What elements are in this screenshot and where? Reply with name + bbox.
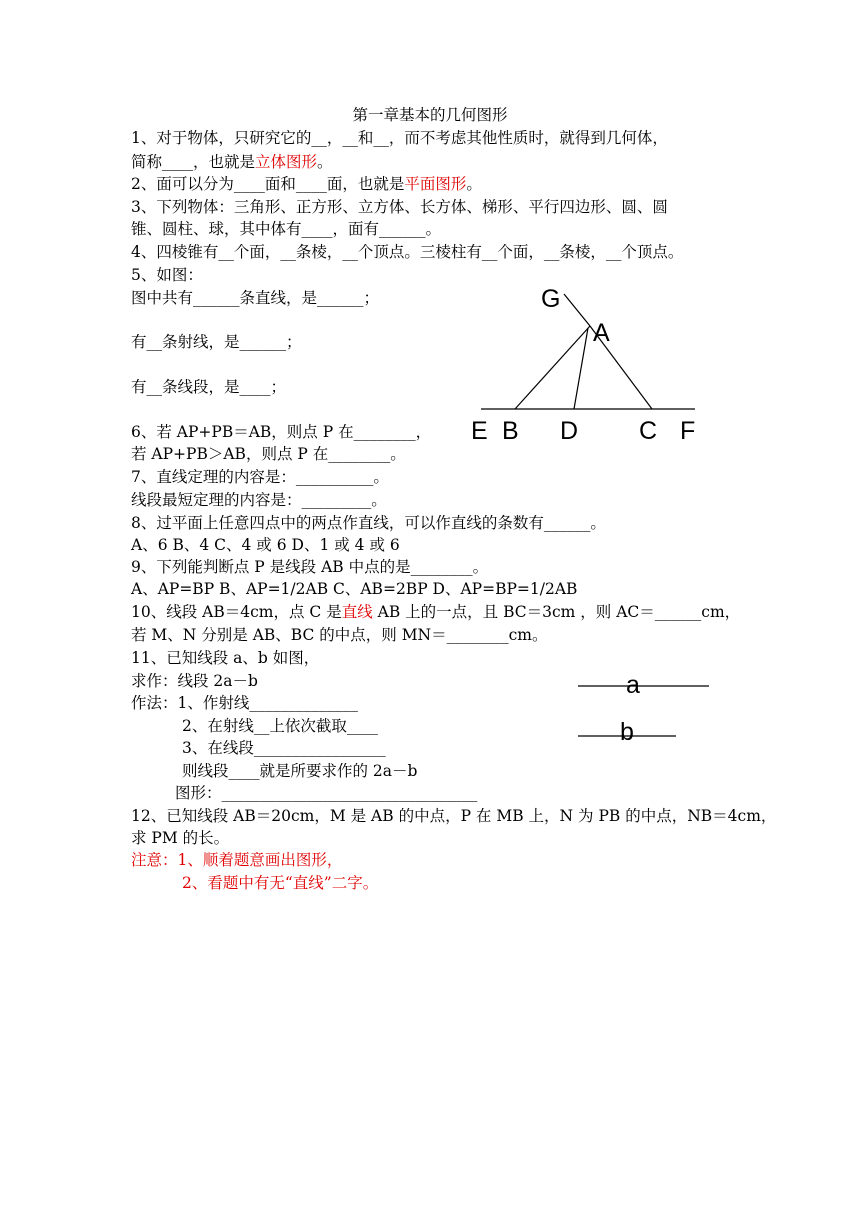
page-title: 第一章基本的几何图形 xyxy=(352,106,508,124)
geometry-figure xyxy=(460,280,720,450)
q5-rays: 有__条射线，是______； xyxy=(131,333,302,351)
q12-line2: 求 PM 的长。 xyxy=(131,829,230,847)
q10-highlight: 直线 xyxy=(341,603,373,621)
q11-task: 求作：线段 2a－b xyxy=(131,672,258,690)
q5-head: 5、如图： xyxy=(131,266,203,284)
q1-line2 xyxy=(131,151,333,173)
q10-line1 xyxy=(131,601,740,623)
q2-line xyxy=(131,173,482,195)
q2-highlight: 平面图形 xyxy=(404,175,467,193)
q11-step2: 2、在射线__上依次截取____ xyxy=(182,717,378,735)
note-line1: 注意：1、顺着题意画出图形， xyxy=(131,851,343,869)
q5-lines: 图中共有______条直线，是______； xyxy=(131,289,380,307)
q1-highlight: 立体图形 xyxy=(255,153,318,171)
q6-line1: 6、若 AP+PB＝AB，则点 P 在________， xyxy=(131,423,432,441)
q11-figure-line: 图形：_________________________________ xyxy=(175,784,478,802)
note-line2: 2、看题中有无“直线”二字。 xyxy=(182,874,379,892)
q7-line2: 线段最短定理的内容是：_________。 xyxy=(131,491,387,509)
q8-question: 8、过平面上任意四点中的两点作直线，可以作直线的条数有______。 xyxy=(131,514,606,532)
q11-conclusion: 则线段____就是所要求作的 2a－b xyxy=(182,762,418,780)
segment-ad xyxy=(574,328,588,409)
q1-line2-end: 。 xyxy=(317,153,333,171)
ray-ag xyxy=(564,294,590,326)
q9-question: 9、下列能判断点 P 是线段 AB 中点的是________。 xyxy=(131,558,489,576)
label-b: B xyxy=(502,417,519,445)
q3-line1: 3、下列物体：三角形、正方形、立方体、长方体、梯形、平行四边形、圆、圆 xyxy=(131,198,668,216)
label-seg-b: b xyxy=(620,718,634,746)
q11-step1: 作法：1、作射线______________ xyxy=(131,694,358,712)
q11-given: 11、已知线段 a、b 如图， xyxy=(131,649,320,667)
label-g: G xyxy=(541,285,561,313)
label-e: E xyxy=(471,417,488,445)
q9-options: A、AP=BP B、AP=1/2AB C、AB=2BP D、AP=BP=1/2AB xyxy=(131,580,578,598)
label-seg-a: a xyxy=(626,671,640,699)
q12-line1: 12、已知线段 AB＝20cm，M 是 AB 的中点，P 在 MB 上，N 为 PB 的中点，NB＝4cm， xyxy=(131,807,777,825)
q6-line2: 若 AP+PB＞AB，则点 P 在________。 xyxy=(131,445,406,463)
segments-figure xyxy=(570,664,720,749)
q1-line2-text: 简称____，也就是 xyxy=(131,153,256,171)
q3-line2: 锥、圆柱、球，其中体有____，面有______。 xyxy=(131,220,442,238)
label-c: C xyxy=(639,417,658,445)
label-d: D xyxy=(560,417,579,445)
q8-options: A、6 B、4 C、4 或 6 D、1 或 4 或 6 xyxy=(131,536,400,554)
q2-end: 。 xyxy=(466,175,482,193)
q5-segments: 有__条线段，是____； xyxy=(131,378,287,396)
q4-line: 4、四棱锥有__个面，__条棱，__个顶点。三棱柱有__个面，__条棱，__个顶点。 xyxy=(131,243,684,261)
label-a: A xyxy=(593,319,610,347)
q10-text-b: AB 上的一点，且 BC＝3cm ，则 AC＝______cm， xyxy=(372,603,741,621)
q7-line1: 7、直线定理的内容是：__________。 xyxy=(131,468,389,486)
q10-line2: 若 M、N 分别是 AB、BC 的中点，则 MN＝________cm。 xyxy=(131,626,548,644)
segment-ab xyxy=(515,326,590,409)
label-f: F xyxy=(680,417,696,445)
q2-text: 2、面可以分为____面和____面，也就是 xyxy=(131,175,405,193)
q10-text-a: 10、线段 AB＝4cm，点 C 是 xyxy=(131,603,342,621)
q1-line1: 1、对于物体，只研究它的__，__和__，而不考虑其他性质时，就得到几何体， xyxy=(131,129,668,147)
q11-step3: 3、在线段_________________ xyxy=(182,739,386,757)
